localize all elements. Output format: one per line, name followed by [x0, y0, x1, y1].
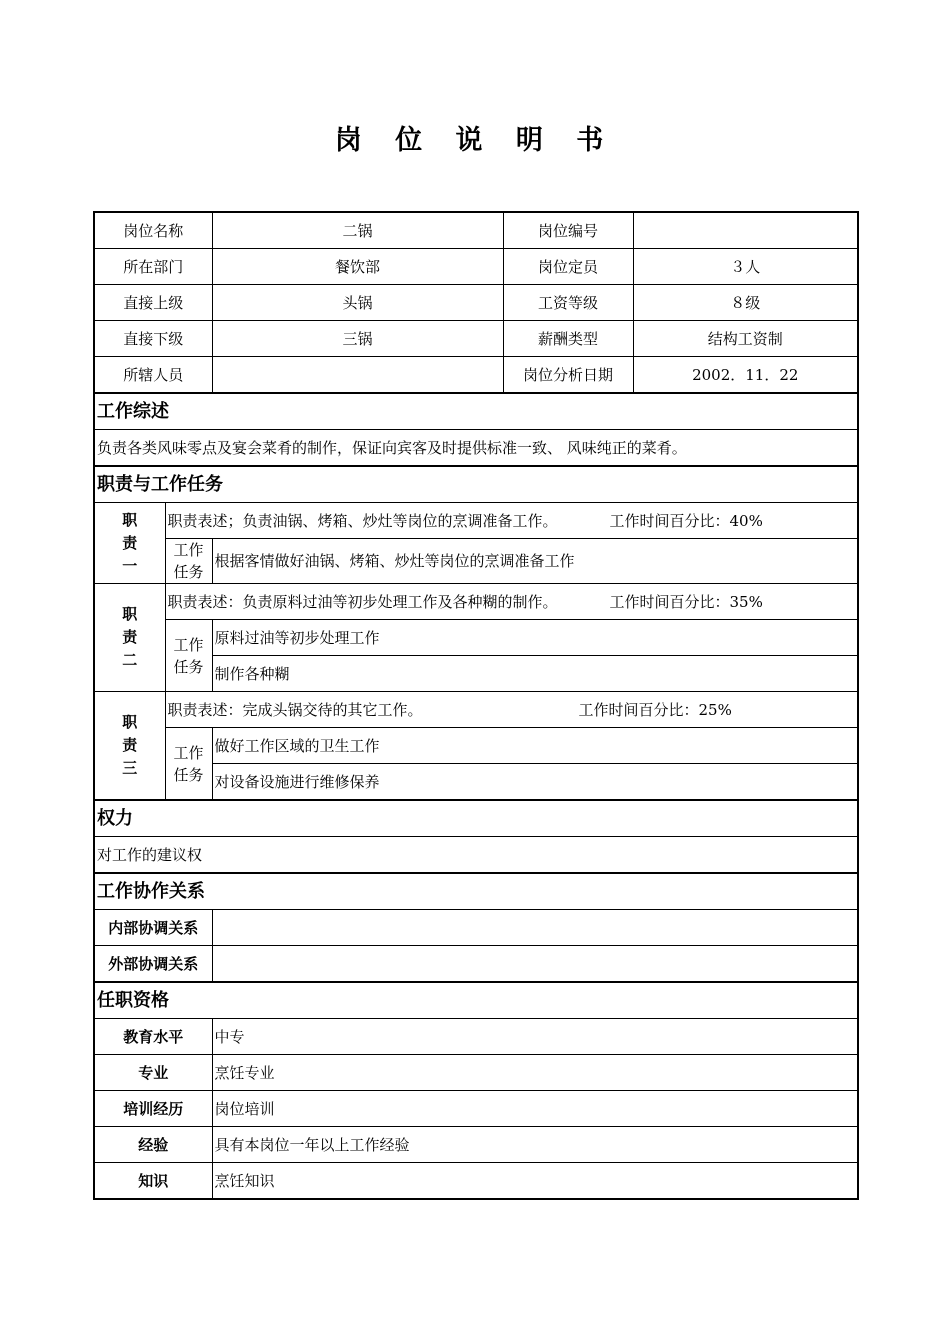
duty-3-row [94, 692, 858, 728]
basic-row-subordinate [94, 321, 858, 357]
duty-3-description: 职责表述：完成头锅交待的其它工作。 [167, 700, 423, 719]
value-pay-type: 结构工资制 [633, 321, 858, 357]
label-staff: 所辖人员 [94, 357, 212, 394]
value-knowledge: 烹饪知识 [212, 1163, 858, 1200]
label-superior: 直接上级 [94, 285, 212, 321]
duty-3-percentage: 工作时间百分比：25% [578, 700, 732, 719]
section-heading-authority: 权力 [94, 800, 858, 837]
basic-row-department [94, 249, 858, 285]
label-internal-relations: 内部协调关系 [94, 910, 212, 946]
duty-3-label: 职责三 [94, 692, 165, 801]
label-experience: 经验 [94, 1127, 212, 1163]
label-headcount: 岗位定员 [503, 249, 633, 285]
label-position-code: 岗位编号 [503, 212, 633, 249]
label-external-relations: 外部协调关系 [94, 946, 212, 983]
duty-1-percentage: 工作时间百分比：40% [609, 511, 763, 530]
value-subordinate: 三锅 [212, 321, 503, 357]
section-heading-duties: 职责与工作任务 [94, 466, 858, 503]
duty-2-task-1: 原料过油等初步处理工作 [212, 620, 858, 656]
duty-2-percentage: 工作时间百分比：35% [609, 592, 763, 611]
basic-row-staff [94, 357, 858, 394]
duty-2-label: 职责二 [94, 584, 165, 692]
value-department: 餐饮部 [212, 249, 503, 285]
value-superior: 头锅 [212, 285, 503, 321]
duty-1-task-label: 工作任务 [165, 539, 212, 584]
label-department: 所在部门 [94, 249, 212, 285]
label-education: 教育水平 [94, 1019, 212, 1055]
summary-text: 负责各类风味零点及宴会菜肴的制作，保证向宾客及时提供标准一致、 风味纯正的菜肴。 [94, 430, 858, 467]
value-education: 中专 [212, 1019, 858, 1055]
duty-1-row [94, 503, 858, 539]
label-subordinate: 直接下级 [94, 321, 212, 357]
duty-1-description-cell [165, 503, 858, 539]
label-training: 培训经历 [94, 1091, 212, 1127]
duty-2-task-2: 制作各种糊 [212, 656, 858, 692]
label-major: 专业 [94, 1055, 212, 1091]
value-headcount: ３人 [633, 249, 858, 285]
value-salary-grade: ８级 [633, 285, 858, 321]
page-title: 岗 位 说 明 书 [334, 125, 616, 156]
value-position-code [633, 212, 858, 249]
value-experience: 具有本岗位一年以上工作经验 [212, 1127, 858, 1163]
label-knowledge: 知识 [94, 1163, 212, 1200]
section-heading-qualifications: 任职资格 [94, 982, 858, 1019]
label-salary-grade: 工资等级 [503, 285, 633, 321]
authority-text: 对工作的建议权 [94, 837, 858, 874]
duty-1-task-1: 根据客情做好油锅、烤箱、炒灶等岗位的烹调准备工作 [212, 539, 858, 584]
duty-1-label: 职责一 [94, 503, 165, 584]
value-training: 岗位培训 [212, 1091, 858, 1127]
duty-3-description-cell [165, 692, 858, 728]
value-internal-relations [212, 910, 858, 946]
value-staff [212, 357, 503, 394]
duty-3-task-1: 做好工作区域的卫生工作 [212, 728, 858, 764]
duty-3-task-2: 对设备设施进行维修保养 [212, 764, 858, 801]
value-position-name: 二锅 [212, 212, 503, 249]
duty-2-task-label: 工作任务 [165, 620, 212, 692]
duty-3-task-label: 工作任务 [165, 728, 212, 801]
duty-2-row [94, 584, 858, 620]
section-heading-relations: 工作协作关系 [94, 873, 858, 910]
label-analysis-date: 岗位分析日期 [503, 357, 633, 394]
label-position-name: 岗位名称 [94, 212, 212, 249]
basic-row-superior [94, 285, 858, 321]
value-analysis-date: 2002．11．22 [633, 357, 858, 394]
value-major: 烹饪专业 [212, 1055, 858, 1091]
duty-2-description-cell [165, 584, 858, 620]
job-description-table [93, 211, 859, 1200]
duty-2-description: 职责表述：负责原料过油等初步处理工作及各种糊的制作。 [167, 592, 558, 611]
value-external-relations [212, 946, 858, 983]
basic-row-position-name [94, 212, 858, 249]
section-heading-summary: 工作综述 [94, 393, 858, 430]
duty-1-description: 职责表述；负责油锅、烤箱、炒灶等岗位的烹调准备工作。 [167, 511, 558, 530]
label-pay-type: 薪酬类型 [503, 321, 633, 357]
